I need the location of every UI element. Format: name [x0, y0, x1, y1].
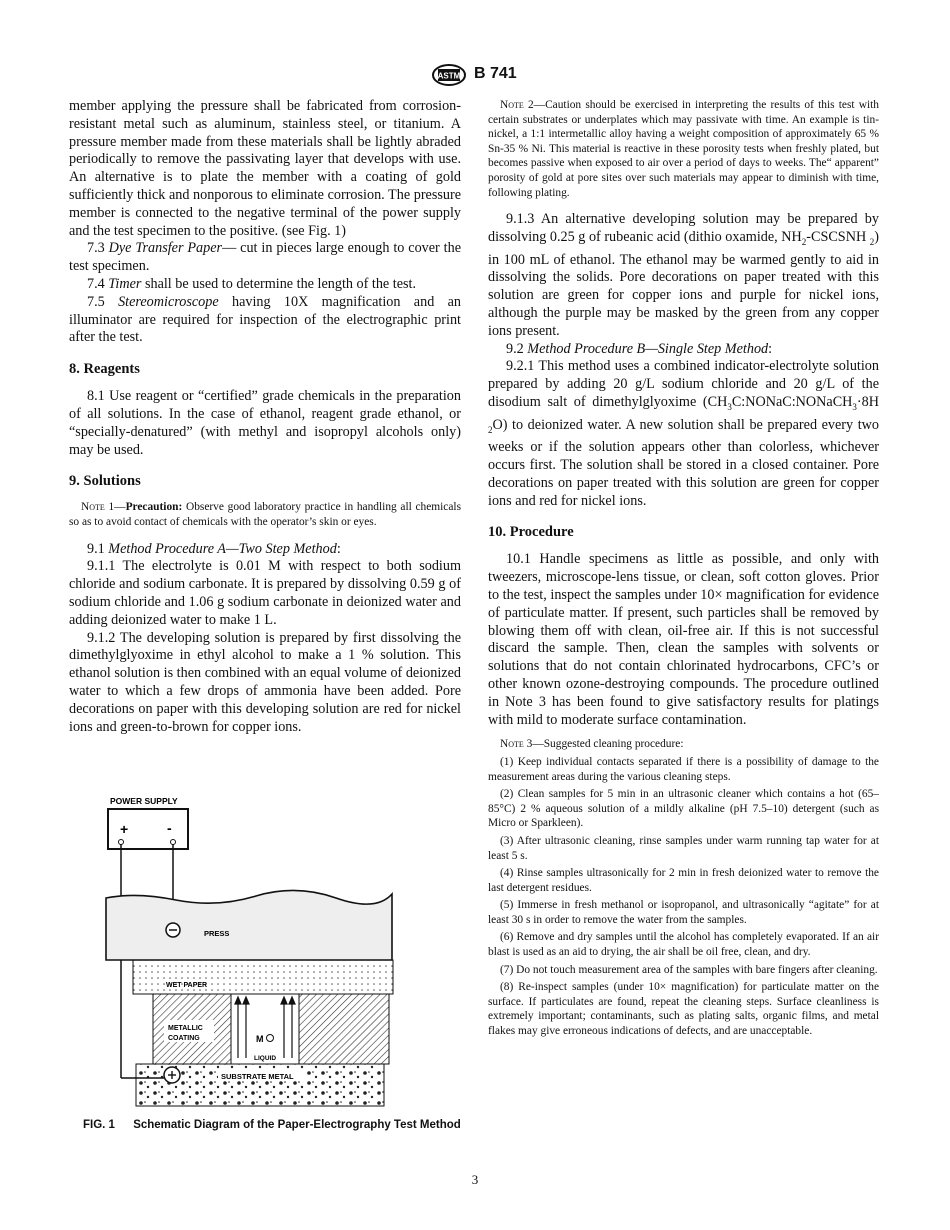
paragraph-7-4: 7.4 Timer shall be used to determine the length of the test. — [87, 275, 417, 292]
page-number: 3 — [471, 1172, 479, 1187]
svg-text:ASTM: ASTM — [437, 71, 461, 81]
cleaning-step: (3) After ultrasonic cleaning, rinse samples under warm running tap water for at least 5 s. — [488, 834, 879, 862]
paragraph-9-2-1: 9.2.1 This method uses a combined indicator-electrolyte solution prepared by adding 20 g/L sodium chloride and 20 g/L of the disodium salt of dimethylglyoxime ($CH_3C:NONaC:NONaCH_3\cdot 8H$ $_2$O) to deionized water. A new solution shall be prepared every two weeks or if the solution appears other than colorless, whichever occurs first. The solution shall be stored in a closed container. Pore decorations on paper treated with this solution are green for copper ions and red for nickel ions. — [488, 358, 879, 509]
substrate-metal-label: SUBSTRATE METAL — [221, 1072, 294, 1081]
press-label: PRESS — [204, 929, 230, 938]
cleaning-step: (6) Remove and dry samples until the alcohol has completely evaporated. If an air blast is used as an aid to drying, the air shall be oil free, clean, and dry. — [488, 931, 879, 959]
metal-ion-label: M — [256, 1034, 264, 1044]
note-3: Note 3—Suggested cleaning procedure: — [500, 738, 684, 751]
paragraph-9-2: 9.2 Method Procedure B—Single Step Method: — [506, 340, 773, 357]
paragraph-10-1: 10.1 Handle specimens as little as possible, and only with tweezers, microscope-lens tissue, or clean, soft cotton gloves. Prior to the test, inspect the samples under 10× magnification for evidence of particulate matter. If present, such particles shall be removed by blowing them off with clean, oil-free air. If this is not successful discard the sample. Then, clean the samples with solvents or solutions that do not contain chlorinated hydrocarbons, CFC’s or other known ozone-destroying compounds. The procedure outlined in Note 3 has been found to give satisfactory results for platings with mild to moderate surface contamination. — [488, 551, 879, 728]
note-1: Note 1—Precaution: Observe good laboratory practice in handling all chemicals so as to avoid contact of chemicals with the operator’s skin or eyes. — [69, 501, 462, 528]
cleaning-step: (8) Re-inspect samples (under 10× magnification) for particulate matter on the surface. If particulates are found, repeat the cleaning steps. Surface cleanliness is extremely important; contaminants, such as plating salts, organic films, and metal flakes may give erroneous indications of defects, and are unacceptable. — [488, 981, 879, 1038]
left-column — [69, 98, 461, 736]
power-supply-label: POWER SUPPLY — [110, 796, 178, 806]
metallic-coating-label-1: METALLIC — [168, 1025, 203, 1032]
figure-title: Schematic Diagram of the Paper-Electrography Test Method — [133, 1119, 461, 1131]
press-block — [106, 890, 392, 960]
wet-paper-label: WET PAPER — [166, 982, 208, 989]
section-heading-8: 8. Reagents — [69, 361, 140, 378]
cleaning-step: (4) Rinse samples ultrasonically for 2 min in fresh deionized water to remove the last detergent residues. — [488, 867, 879, 894]
paragraph-9-1-1: 9.1.1 The electrolyte is 0.01 M with respect to both sodium chloride and sodium carbonate. It is prepared by dissolving 0.59 g of sodium chloride and 1.06 g sodium carbonate in deionized water and adding deionized water to make 1 L. — [69, 558, 461, 628]
cleaning-steps-list — [488, 755, 879, 1039]
note-2: Note 2—Caution should be exercised in interpreting the results of this test with certain substrates or underplates which may passivate with time. An example is tin-nickel, a 1:1 intermetallic alloy having a weight composition of approximately 65 % Sn-35 % Ni. This material is reactive in these porosity tests when freshly plated, but becomes passive when exposed to air over a period of days to weeks. The“ apparent” porosity of gold at pore sites over such materials may appear to diminish with time, following plating. — [488, 99, 879, 199]
metallic-coating-right — [299, 994, 389, 1064]
paragraph-9-1-2: 9.1.2 The developing solution is prepared by first dissolving the dimethylglyoxime in ethyl alcohol to make a 1 % solution. This ethanol solution is then combined with an equal volume of deionized water to which a few drops of ammonia have been added. Pore decorations on paper with this developing solution are red for nickel ions and green-to-brown for copper ions. — [69, 629, 461, 735]
paragraph-7-3: 7.3 Dye Transfer Paper— cut in pieces large enough to cover the test specimen. — [69, 240, 462, 275]
astm-logo — [432, 64, 466, 86]
cleaning-step: (5) Immerse in fresh methanol or isopropanol, and ultrasonically “agitate” for at least 30 s in order to remove the water from the samples. — [488, 899, 879, 926]
page-header — [0, 64, 950, 88]
section-heading-10: 10. Procedure — [488, 524, 574, 541]
standard-designation: B 741 — [474, 65, 517, 82]
figure-1-caption — [83, 1118, 463, 1132]
cleaning-step: (1) Keep individual contacts separated if there is a possibility of damage to the measurement areas during the various cleaning steps. — [488, 755, 879, 783]
right-column — [488, 98, 879, 1042]
minus-terminal: - — [167, 820, 172, 836]
figure-1-diagram — [96, 790, 396, 1120]
paragraph-7-2-cont: member applying the pressure shall be fabricated from corrosion-resistant metal such as aluminum, stainless steel, or titanium. A pressure member made from these materials shall be lightly abraded periodically to remove the passivating layer that develops with use. An alternative is to plate the member with a coating of gold sufficiently thick and nonporous to eliminate corrosion. The pressure member is connected to the negative terminal of the power supply and the test specimen to the positive. (see Fig. 1) — [69, 98, 461, 239]
cleaning-step: (2) Clean samples for 5 min in an ultrasonic cleaner which contains a hot (65–85°C) 2 % aqueous solution of a mildly alkaline (pH 7.5–10) detergent (such as Micro or Sparkleen). — [488, 788, 879, 830]
paragraph-7-5: 7.5 Stereomicroscope having 10X magnification and an illuminator are required for inspection of the electrographic print after the test. — [69, 293, 462, 346]
paragraph-9-1-3: 9.1.3 An alternative developing solution may be prepared by dissolving 0.25 g of rubeanic acid (dithio oxamide, $NH_2$-CSCSNH $_2$) in 100 mL of ethanol. The ethanol may be warmed gently to aid in dissolving the solids. Pore decorations on paper treated with this solution are green for copper ions and purple for nickel ions, although the purple may be masked by the green from any copper ions present. — [488, 211, 879, 339]
paragraph-8-1: 8.1 Use reagent or “certified” grade chemicals in the preparation of all solutions. In the case of ethanol, reagent grade ethanol, or “specially-denatured” (with methyl and isopropyl alcohols only) may be used. — [69, 388, 461, 458]
section-heading-9: 9. Solutions — [69, 473, 141, 490]
liquid-label: LIQUID — [254, 1055, 277, 1062]
paragraph-9-1: 9.1 Method Procedure A—Two Step Method: — [87, 540, 341, 557]
plus-terminal: + — [120, 821, 129, 837]
figure-label: FIG. 1 — [83, 1119, 115, 1131]
metallic-coating-label-2: COATING — [168, 1035, 200, 1042]
cleaning-step: (7) Do not touch measurement area of the samples with bare fingers after cleaning. — [500, 963, 878, 976]
